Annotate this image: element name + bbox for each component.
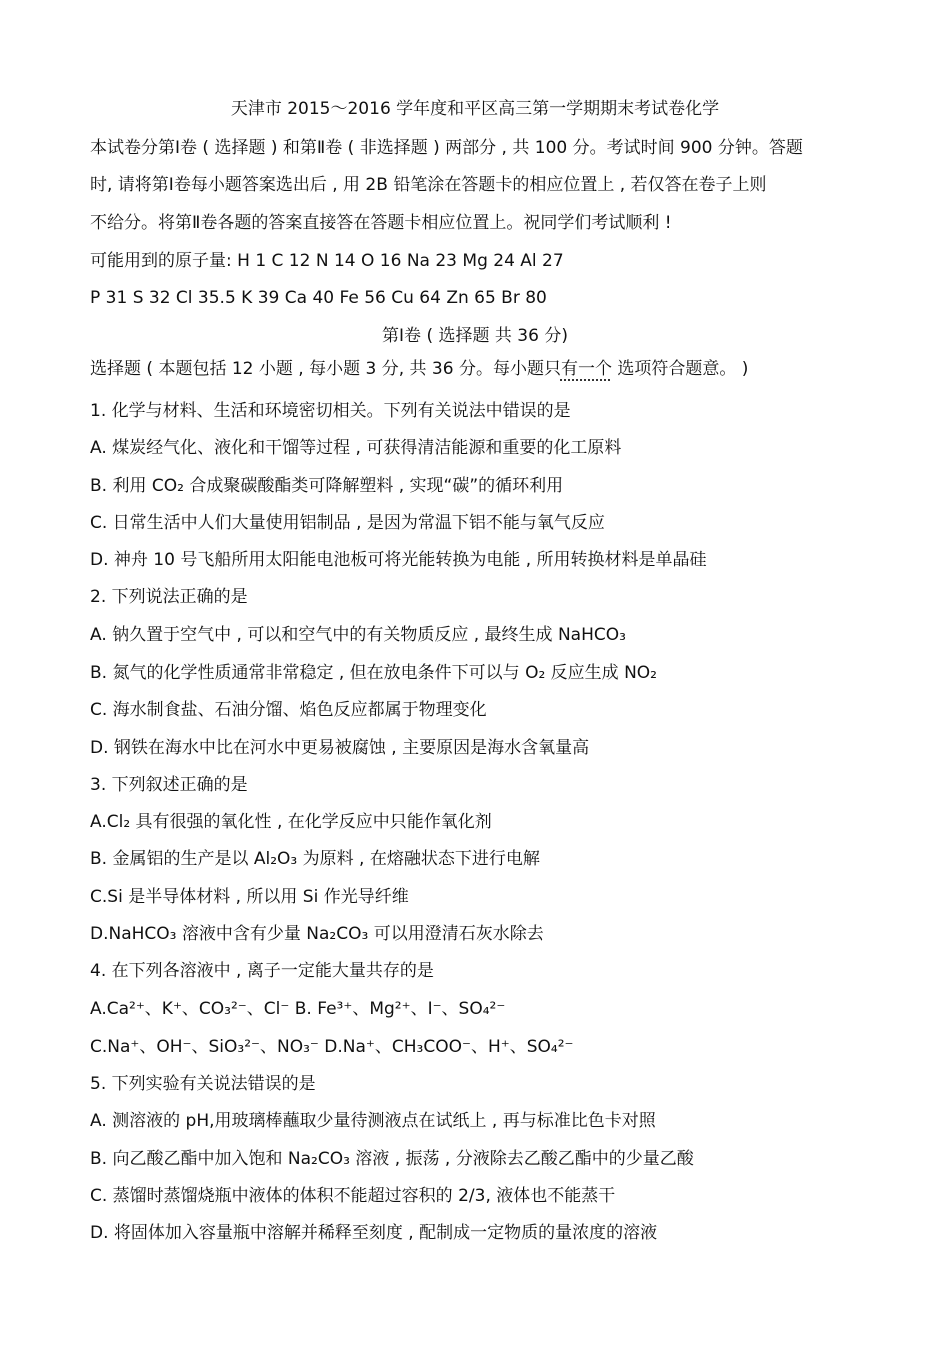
answer-option: C. 蒸馏时蒸馏烧瓶中液体的体积不能超过容积的 2/3, 液体也不能蒸干 [90, 1186, 616, 1206]
question-stem: 2. 下列说法正确的是 [90, 587, 248, 607]
question-stem: 1. 化学与材料、生活和环境密切相关。下列有关说法中错误的是 [90, 401, 571, 421]
question-stem: 3. 下列叙述正确的是 [90, 775, 248, 795]
answer-option: A. 钠久置于空气中 , 可以和空气中的有关物质反应 , 最终生成 NaHCO₃ [90, 625, 626, 645]
answer-option: D.NaHCO₃ 溶液中含有少量 Na₂CO₃ 可以用澄清石灰水除去 [90, 924, 544, 944]
answer-option: C. 日常生活中人们大量使用铝制品 , 是因为常温下铝不能与氧气反应 [90, 513, 605, 533]
instruction-emphasis: 有一个 [560, 359, 612, 379]
section-title: 第Ⅰ卷 ( 选择题 共 36 分) [382, 326, 568, 346]
answer-option: D. 神舟 10 号飞船所用太阳能电池板可将光能转换为电能 , 所用转换材料是单晶硅 [90, 550, 707, 570]
answer-option: B. 利用 CO₂ 合成聚碳酸酯类可降解塑料 , 实现“碳”的循环利用 [90, 476, 564, 496]
atomic-masses-line: P 31 S 32 Cl 35.5 K 39 Ca 40 Fe 56 Cu 64 Zn 65 Br 80 [90, 288, 547, 308]
intro-line: 时, 请将第Ⅰ卷每小题答案选出后 , 用 2B 铅笔涂在答题卡的相应位置上 , 若仅答在卷子上则 [90, 175, 767, 195]
section-instruction [90, 357, 870, 381]
answer-option: D. 将固体加入容量瓶中溶解并稀释至刻度 , 配制成一定物质的量浓度的溶液 [90, 1223, 658, 1243]
answer-option: C.Na⁺、OH⁻、SiO₃²⁻、NO₃⁻ D.Na⁺、CH₃COO⁻、H⁺、SO₄²⁻ [90, 1037, 574, 1057]
question-stem: 4. 在下列各溶液中 , 离子一定能大量共存的是 [90, 961, 434, 981]
atomic-masses-line: 可能用到的原子量: H 1 C 12 N 14 O 16 Na 23 Mg 24 Al 27 [90, 251, 564, 271]
answer-option: A. 煤炭经气化、液化和干馏等过程 , 可获得清洁能源和重要的化工原料 [90, 438, 622, 458]
instruction-text: 选项符合题意。 ) [611, 359, 749, 379]
answer-option: D. 钢铁在海水中比在河水中更易被腐蚀 , 主要原因是海水含氧量高 [90, 738, 590, 758]
answer-option: A. 测溶液的 pH,用玻璃棒蘸取少量待测液点在试纸上 , 再与标准比色卡对照 [90, 1111, 656, 1131]
answer-option: C.Si 是半导体材料 , 所以用 Si 作光导纤维 [90, 887, 409, 907]
exam-title: 天津市 2015～2016 学年度和平区高三第一学期期末考试卷化学 [230, 99, 720, 119]
answer-option: C. 海水制食盐、石油分馏、焰色反应都属于物理变化 [90, 700, 487, 720]
intro-line: 本试卷分第Ⅰ卷 ( 选择题 ) 和第Ⅱ卷 ( 非选择题 ) 两部分 , 共 100 分。考试时间 900 分钟。答题 [90, 138, 803, 158]
answer-option: A.Cl₂ 具有很强的氧化性 , 在化学反应中只能作氧化剂 [90, 812, 492, 832]
answer-option: B. 氮气的化学性质通常非常稳定 , 但在放电条件下可以与 O₂ 反应生成 NO₂ [90, 663, 658, 683]
answer-option: B. 金属铝的生产是以 Al₂O₃ 为原料 , 在熔融状态下进行电解 [90, 849, 540, 869]
question-stem: 5. 下列实验有关说法错误的是 [90, 1074, 316, 1094]
answer-option: A.Ca²⁺、K⁺、CO₃²⁻、Cl⁻ B. Fe³⁺、Mg²⁺、I⁻、SO₄²⁻ [90, 999, 506, 1019]
instruction-text: 选择题 ( 本题包括 12 小题 , 每小题 3 分, 共 36 分。每小题只 [90, 359, 561, 379]
intro-line: 不给分。将第Ⅱ卷各题的答案直接答在答题卡相应位置上。祝同学们考试顺利 ! [90, 213, 672, 233]
answer-option: B. 向乙酸乙酯中加入饱和 Na₂CO₃ 溶液 , 振荡 , 分液除去乙酸乙酯中的少量乙酸 [90, 1149, 694, 1169]
